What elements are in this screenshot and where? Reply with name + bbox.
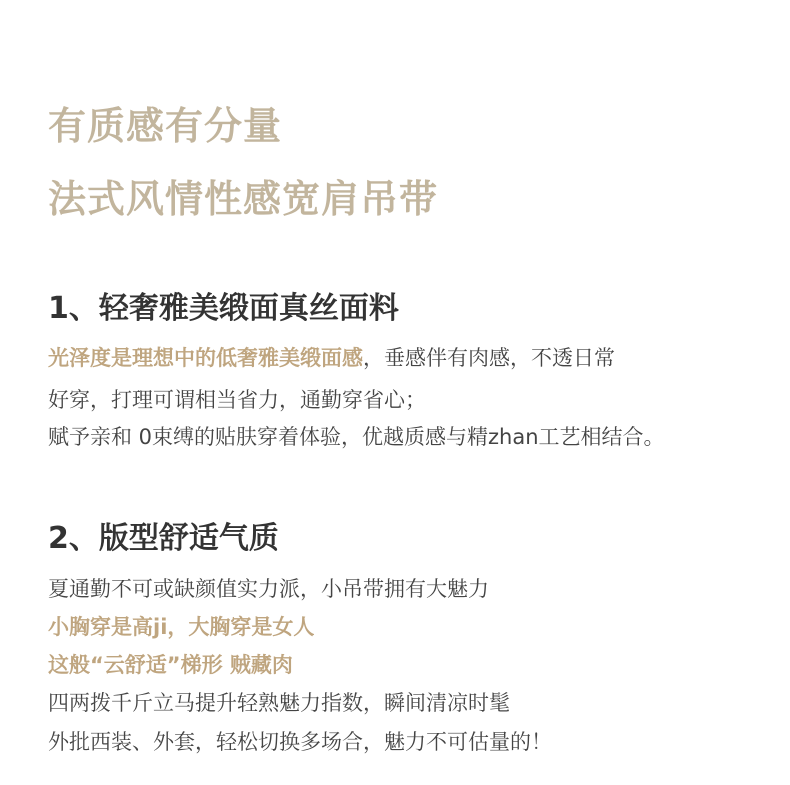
section-2-line-4: 四两拨千斤立马提升轻熟魅力指数，瞬间清凉时髦	[48, 691, 510, 715]
section-1-line-1	[48, 346, 615, 371]
section-1-line-3: 赋予亲和 0束缚的贴肤穿着体验，优越质感与精zhan工艺相结合。	[48, 425, 665, 449]
section-1-title: 1、轻奢雅美缎面真丝面料	[48, 291, 399, 326]
section-1-line-2: 好穿，打理可谓相当省力，通勤穿省心；	[48, 388, 426, 412]
headline-line-2: 法式风情性感宽肩吊带	[48, 177, 439, 221]
section-1-highlight: 光泽度是理想中的低奢雅美缎面感	[48, 346, 363, 370]
section-2-highlight-line-1: 小胸穿是高ji，大胸穿是女人	[48, 615, 315, 639]
headline-line-1: 有质感有分量	[48, 104, 283, 148]
section-2-highlight-line-2: 这般“云舒适”梯形 贼藏肉	[48, 653, 293, 677]
section-1-line-1-rest: ，垂感伴有肉感，不透日常	[363, 346, 615, 370]
section-2-line-5: 外批西装、外套，轻松切换多场合，魅力不可估量的！	[48, 730, 552, 754]
section-2-line-1: 夏通勤不可或缺颜值实力派，小吊带拥有大魅力	[48, 577, 489, 601]
section-2-title: 2、版型舒适气质	[48, 521, 279, 556]
